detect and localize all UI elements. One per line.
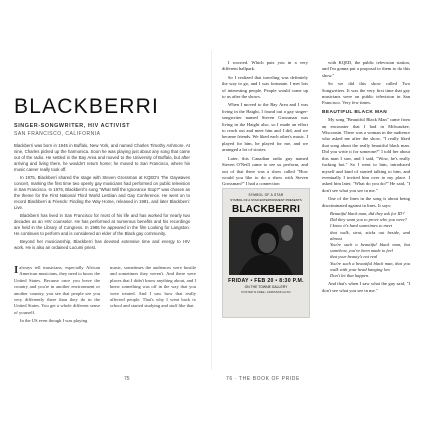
page-title: BLACKBERRI bbox=[14, 95, 160, 118]
body-paragraph: And that's when I saw what the guy said, "I don't see what you see in me." bbox=[322, 281, 410, 293]
poster-top-line: SYMBOL OF A STAR bbox=[248, 193, 284, 197]
body-paragraph: One of the lines in the song is about being discriminated against in lines. It says: bbox=[322, 196, 410, 208]
song-lyrics bbox=[330, 211, 410, 279]
intro-paragraph: In 1975, Blackberri shared the stage with Steven Grossman at KQED's The Gaywaves concert, marking the first time two openly gay musicians had performed on public television in San Francisco. In 1976, Blackberri's song "What Will the Ignorance Stop?" was chosen as the theme for the First National Third World Lesbian and Gay Conference. He went on to record Blackberri & Friends: Finding the Way Home, released in 1981, and later Blackberri: Live. bbox=[14, 175, 190, 210]
page-number: 75 bbox=[124, 376, 130, 382]
body-paragraph: When I moved to the Bay Area and I was living in the Haight, I found out a gay singer-songwriter named Steven Grossman was living in the Haight also, so I made an effort to reach out and meet him and I did, and we became friends. We liked each other's music. I played for him, he played for me, and we arranged a lot of stories. bbox=[222, 102, 308, 153]
body-paragraph: In the US even though I was playing bbox=[20, 318, 88, 324]
poster-tag-line: SYMBOL OF A STAR ENTERTAINMENT PRESENTS bbox=[230, 198, 302, 202]
body-paragraph: So we did this show called Two Songwriters. It was the very first time that gay musicians were on public television in San Francisco. Very few times. bbox=[322, 81, 410, 106]
body-paragraph: So I realized that traveling was definitely the way to go, and I was fortunate. I met lots of interesting people. People would come up to us after the shows. bbox=[222, 74, 308, 100]
subtitle: SINGER-SONGWRITER, HIV ACTIVIST bbox=[14, 123, 131, 129]
left-page bbox=[10, 60, 198, 360]
concert-poster bbox=[222, 188, 310, 318]
lyric-line: that your beauty's not real bbox=[330, 254, 378, 260]
intro-block bbox=[14, 143, 190, 251]
body-paragraph: with KQED, the public television station, and I'm gonna put a proposal to them to do this show." bbox=[322, 60, 410, 78]
lyric-line: You're such a beautiful black man, but somehow, you've been made to feel bbox=[330, 241, 410, 254]
page-gutter bbox=[211, 50, 212, 370]
body-column-1 bbox=[14, 265, 100, 327]
poster-photo bbox=[229, 217, 303, 275]
body-paragraph: My song "Beautiful Black Man" came from an encounter that I had in Milwaukee, Wisconsin. There was a woman in the audience who asked me after the show, "I really liked that song about the really beautiful black man. Did you write it for someone?" I told her about this man I saw, and I said, "Wow, he's really fucking hot." So I went to him, introduced myself and kind of started talking to him, and eventually I invited him over to my place. I asked him later, "What do you do?" He said, "I don't see what you see in me." bbox=[322, 117, 410, 193]
lyric-line: Don't let that happen. bbox=[330, 272, 370, 278]
intro-paragraph: Blackberri has lived in San Francisco for most of his life and has worked for nearly two decades as an HIV counselor. He has performed at numerous benefits and his recordings are held in the Library of Congress. In 1986 he appeared in the film Looking for Langston. He continues to perform and is considered an elder of the Black gay community. bbox=[14, 213, 190, 236]
body-paragraph: Later, this Canadian radio guy named Steven O'Neill came to see us perform, and out of that there was a show called "How would you like to do a show with Steven Grossman?" I had a connection bbox=[222, 155, 308, 187]
poster-date: FRIDAY • FEB 20 • 8:30 P.M. bbox=[228, 278, 304, 284]
poster-venue: ON THE TOWNE GALLERY bbox=[244, 285, 288, 289]
body-column-2 bbox=[110, 265, 196, 327]
section-heading: BEAUTIFUL BLACK MAN bbox=[322, 109, 388, 115]
body-columns bbox=[14, 265, 196, 327]
lyric-line: You're such a beautiful black man, that you walk with your head hanging low bbox=[330, 260, 410, 272]
running-footer: 76 · THE BOOK OF PRIDE bbox=[226, 376, 300, 382]
lyric-line: Beautiful black man, did they ask for ID? bbox=[330, 210, 405, 216]
body-paragraph: I worried. Which puts you in a very different ballpark. bbox=[222, 60, 308, 72]
body-paragraph: music, sometimes the audiences were hostile and sometimes they weren't. And there were places that I didn't know anything about, and I knew something was off in the way that you were treated. And I saw how that really affected people. That's why I went back to school and started studying and stuff like that. bbox=[110, 265, 196, 309]
poster-headline: BLACKBERRI bbox=[231, 204, 301, 215]
body-paragraph bbox=[14, 265, 100, 316]
lyric-line: I know it's hard sometimes to meet bbox=[330, 223, 393, 229]
performer-photo-icon bbox=[229, 217, 303, 275]
body-text: always tell musicians, especially African American musicians, they need to know the United States. Because once you leave the country and you're in another environment or another country, you see that people see you very differently there than they do in the United States. You get a whole different sense of yourself. bbox=[14, 265, 100, 315]
intro-paragraph: Beyond her musicianship, Blackberri has devoted extensive time and energy to HIV work. He is also an ordained Lucumi priest. bbox=[14, 239, 190, 250]
poster-small-print: POSTER IS FREE • ADMISSION ALSO bbox=[241, 290, 291, 294]
drop-cap: I bbox=[14, 264, 19, 276]
lyric-line: that walk, strut, sticks out beside, and almost bbox=[330, 229, 410, 241]
location: SAN FRANCISCO, CALIFORNIA bbox=[14, 131, 101, 137]
intro-paragraph: Blackberri was born in 1945 in Buffalo, New York, and named Charles Timothy Ashmore. At nine, Charles picked up the harmonica. Soon he was playing just about any song that came out of the radio. He settled in the Bay Area and moved to the University of Buffalo, but after arriving and living there, he wouldn't return home; he moved to San Francisco, where his music career really took off. bbox=[14, 143, 190, 172]
right-column-1 bbox=[222, 60, 308, 190]
right-page bbox=[222, 60, 410, 360]
right-column-2 bbox=[322, 60, 410, 296]
lyric-line: Did they want you to prove who you were? bbox=[330, 217, 407, 223]
